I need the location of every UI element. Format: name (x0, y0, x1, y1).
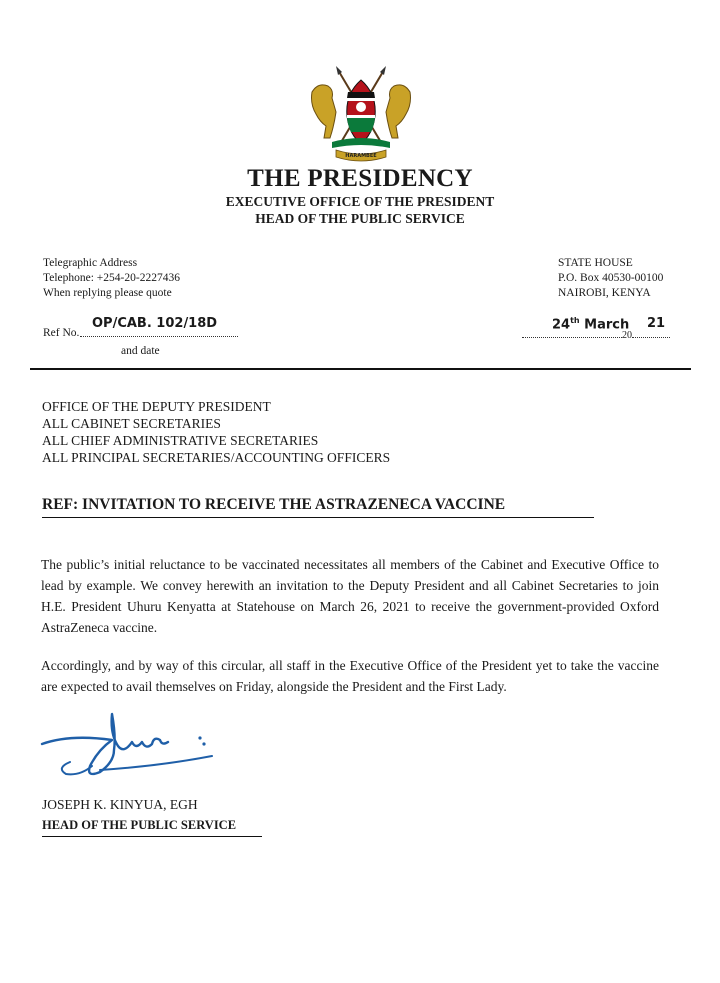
contact-details (43, 256, 180, 301)
address-line: NAIROBI, KENYA (558, 287, 651, 299)
date-month: March (584, 317, 630, 333)
recipient: ALL CHIEF ADMINISTRATIVE SECRETARIES (42, 433, 319, 448)
recipient: ALL PRINCIPAL SECRETARIES/ACCOUNTING OFFICERS (42, 450, 391, 465)
ref-dotted-line (80, 336, 238, 337)
body-paragraph: Accordingly, and by way of this circular, all staff in the Executive Office of the President yet to take the vaccine are expected to avail themselves on Friday, alongside the President and the First Lady. (41, 658, 659, 694)
letterhead-subtitle: EXECUTIVE OFFICE OF THE PRESIDENT (225, 194, 495, 209)
telephone: Telephone: +254-20-2227436 (43, 272, 180, 284)
letterhead-subtitle: HEAD OF THE PUBLIC SERVICE (255, 211, 465, 226)
postal-address (558, 256, 663, 301)
signatory-name: JOSEPH K. KINYUA, EGH (42, 797, 198, 812)
date-dotted-line (522, 337, 622, 338)
subject-underline (42, 517, 594, 518)
signatory-underline (42, 836, 262, 837)
reply-instruction: When replying please quote (43, 287, 172, 299)
recipients-list (42, 398, 390, 466)
kenya-coat-of-arms-icon (302, 62, 420, 162)
subject-heading: REF: INVITATION TO RECEIVE THE ASTRAZENECA VACCINE (42, 496, 506, 513)
letter-date (552, 316, 629, 332)
letterhead-title: THE PRESIDENCY (247, 165, 473, 192)
date-year: 21 (647, 316, 666, 331)
recipient: ALL CABINET SECRETARIES (42, 416, 221, 431)
signatory-title: HEAD OF THE PUBLIC SERVICE (42, 818, 237, 832)
address-line: P.O. Box 40530-00100 (558, 272, 664, 284)
date-century: 20 (622, 330, 632, 341)
address-line: STATE HOUSE (558, 257, 633, 269)
handwritten-signature-icon (40, 704, 220, 790)
recipient: OFFICE OF THE DEPUTY PRESIDENT (42, 399, 271, 414)
date-day: 24 (552, 317, 571, 333)
body-paragraph: The public’s initial reluctance to be vaccinated necessitates all members of the Cabinet and Executive Office to lead by example. We convey herewith an invitation to the Deputy President and all Cabinet Secretaries to join H.E. President Uhuru Kenyatta at Statehouse on March 26, 2021 to receive the government-provided Oxford AstraZeneca vaccine. (41, 557, 659, 635)
and-date-label: and date (121, 345, 160, 357)
telegraphic-address: Telegraphic Address (43, 257, 138, 269)
date-dotted-line (632, 337, 670, 338)
header-divider (30, 368, 691, 370)
ref-number: OP/CAB. 102/18D (92, 316, 218, 331)
crest-motto: HARAMBEE (345, 153, 377, 159)
ref-label: Ref No. (43, 327, 80, 339)
date-day-suffix: th (570, 316, 580, 325)
